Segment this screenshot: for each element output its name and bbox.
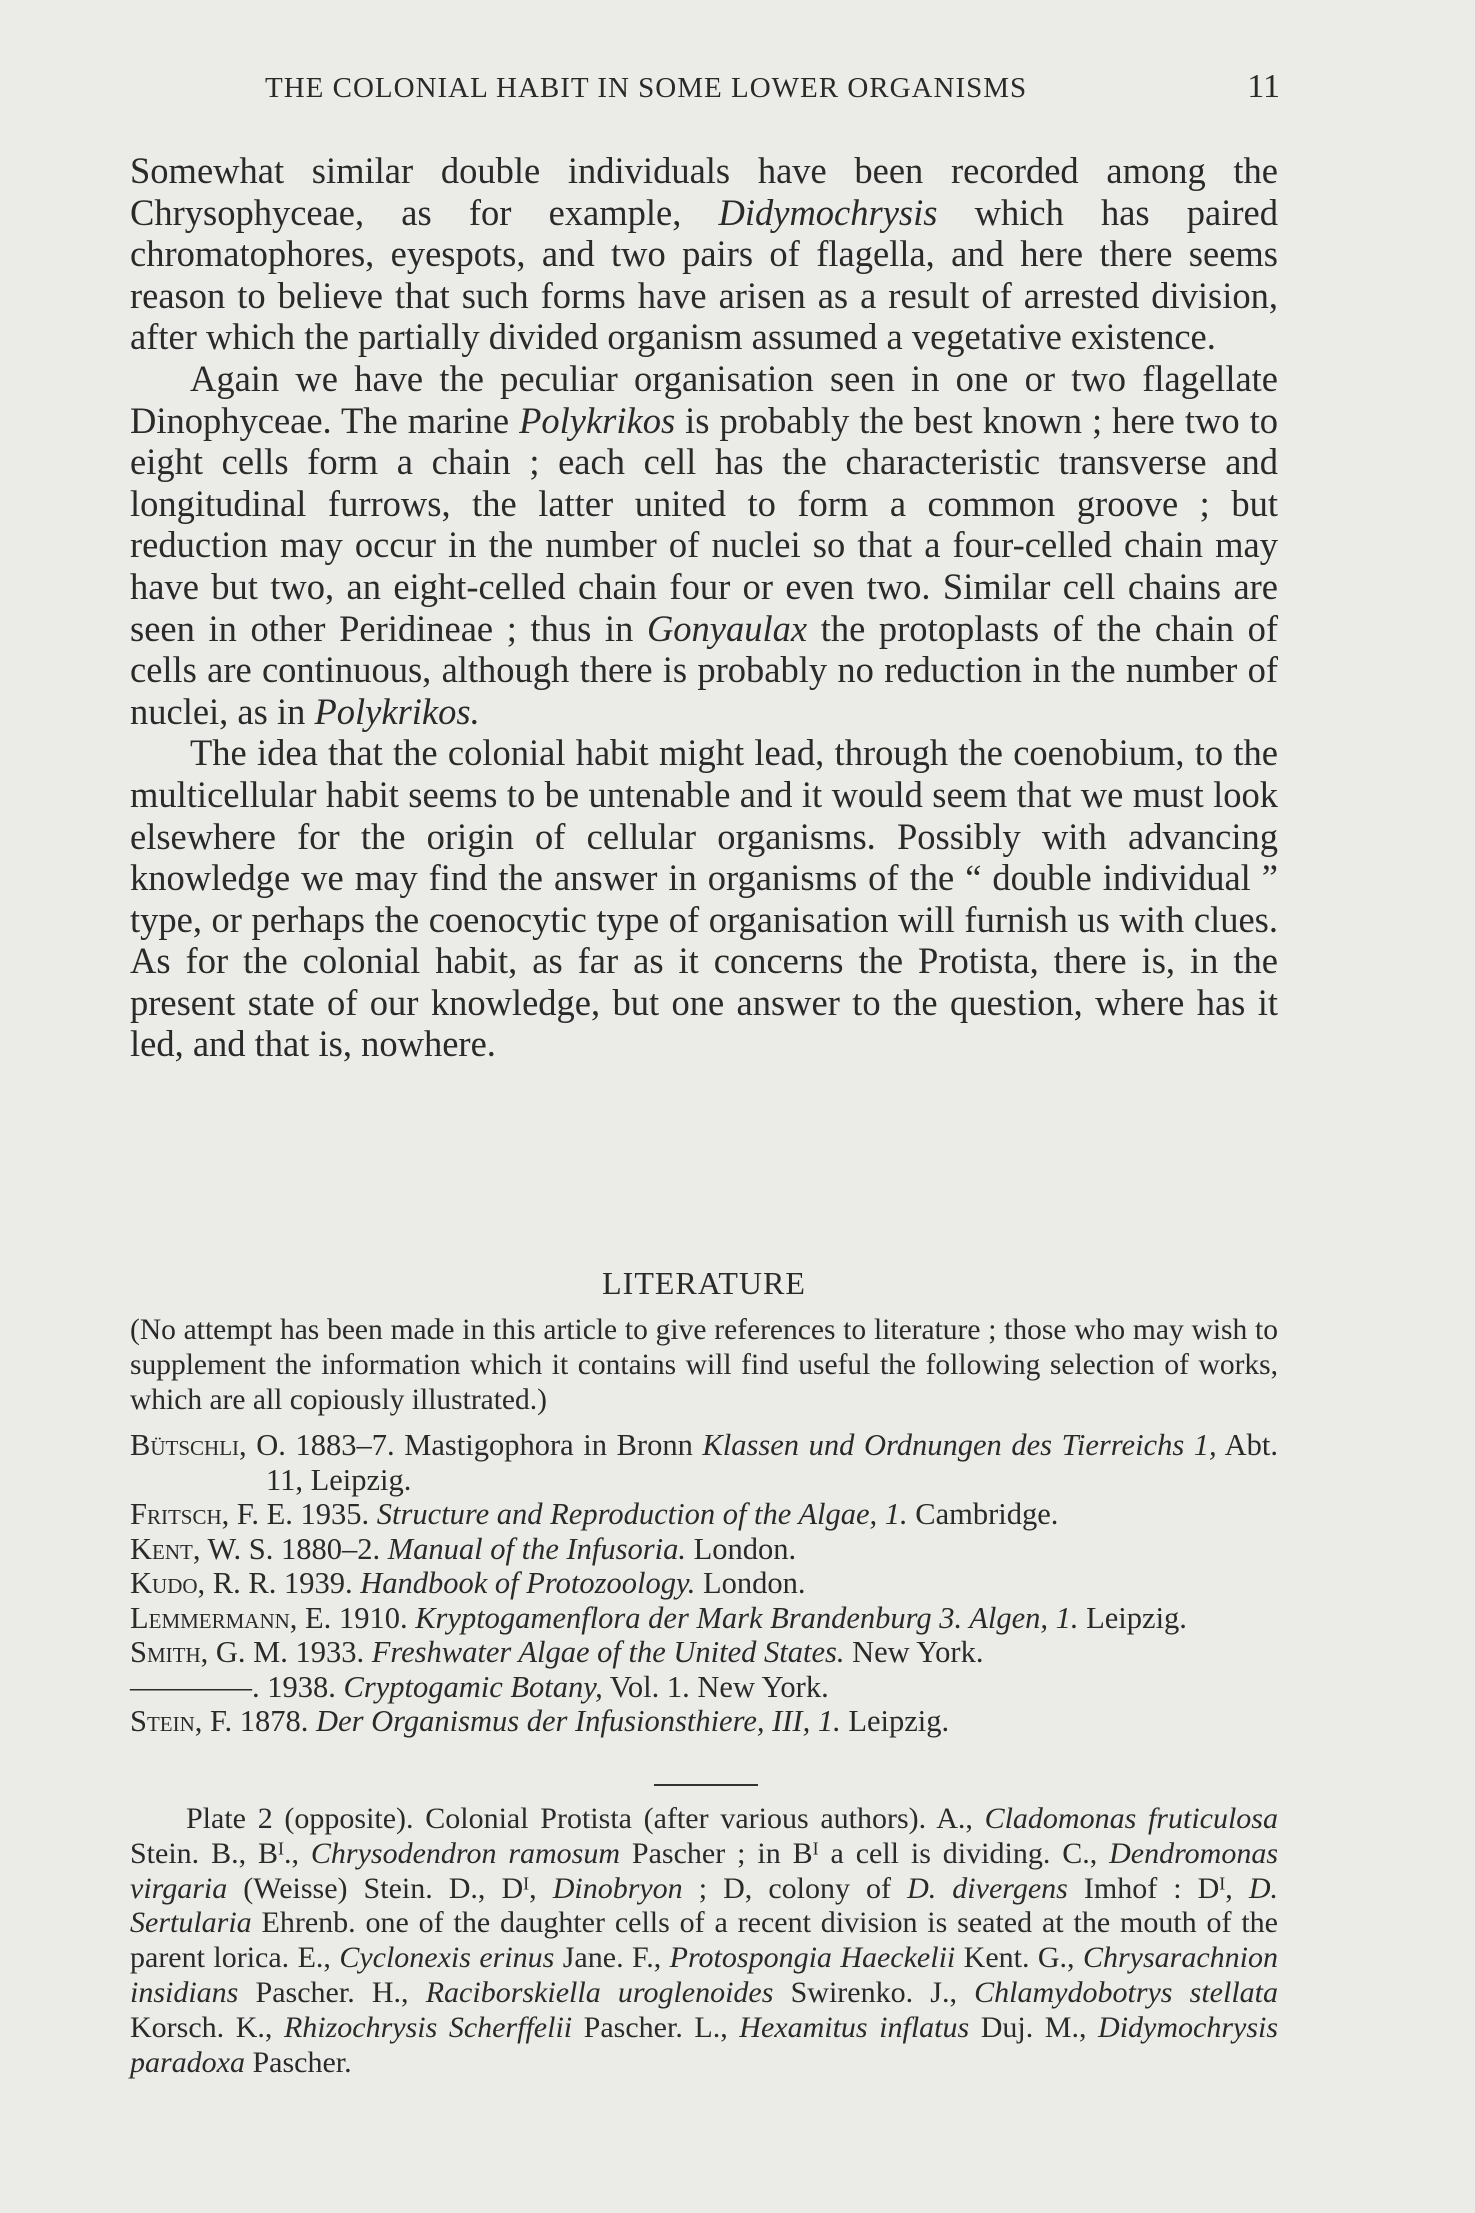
literature-heading: LITERATURE [602, 1265, 806, 1301]
text-run: New York. [844, 1635, 984, 1669]
text-run: is probably the best known ; here two to eight cells form a chain ; each cell has the characteristic transverse and longitudinal furrows, the latter united to form a common groove ; but reduction may occur in the number of nuclei so that a four-celled chain may have but two, an eight-celled chain four or even two. Similar cell chains are seen in other Peridineae ; thus in [130, 399, 1278, 649]
text-run: Kent. G., [955, 1941, 1083, 1975]
paragraph-3: The idea that the colonial habit might lead, through the coenobium, to the multicellular habit seems to be untenable and it would seem that we must look elsewhere for the origin of cellular organisms. Possibly with advancing knowledge we may find the answer in organisms of the “ double individual ” type, or perhaps the coenocytic type of organisation will furnish us with clues. As for the colonial habit, as far as it concerns the Protista, there is, in the present state of our knowledge, but one answer to the question, where has it led, and that is, nowhere. [130, 732, 1278, 1065]
text-run: 1878. [232, 1704, 317, 1738]
text-run: Swirenko. J., [773, 1975, 975, 2009]
text-run: Cambridge. [907, 1497, 1059, 1531]
text-run: London. [685, 1531, 797, 1566]
taxon-name: Protospongia Haeckelii [669, 1941, 956, 1975]
reference-author: ————. [130, 1669, 260, 1704]
reference-item [130, 1704, 1278, 1739]
text-run: Vol. 1. New York. [602, 1669, 829, 1704]
reference-list [130, 1428, 1278, 1739]
text-run: Pascher. [245, 2045, 352, 2079]
text-run: 1933. [287, 1635, 372, 1669]
text-run: Again we have the peculiar organisation seen in one or two flagellate Dinophyceae. The marine [130, 357, 1278, 441]
text-run: the protoplasts of the chain of cells are continuous, although there is probably no reduction in the number of nuclei, as in [130, 607, 1278, 732]
text-run: London. [695, 1566, 806, 1600]
taxon-name: Didymochrysis [718, 191, 938, 233]
taxon-name: Gonyaulax [646, 607, 808, 649]
taxon-name: Cyclonexis erinus [339, 1941, 555, 1975]
reference-author: Kudo, R. R. [130, 1566, 277, 1600]
reference-title: Cryptogamic Botany, [343, 1669, 603, 1704]
text-run: 1935. [292, 1497, 377, 1531]
reference-author: Stein, F. [130, 1704, 233, 1738]
taxon-name: Chrysodendron ramosum [310, 1836, 621, 1870]
text-run: Korsch. K., [130, 2010, 284, 2044]
text-run: 1939. [276, 1566, 361, 1600]
text-run: Stein. B., Bᴵ., [130, 1836, 311, 1870]
text-run: Imhof : Dᴵ, [1067, 1871, 1249, 1905]
text-run: 1883–7. Mastigophora in Bronn [285, 1428, 703, 1462]
text-run: 1880–2. [273, 1531, 388, 1566]
reference-author: Smith, G. M. [130, 1635, 288, 1669]
taxon-name: Chlamydobotrys stellata [974, 1975, 1278, 2009]
text-run: Plate 2 (opposite). Colonial Protista (after various authors). A., [186, 1802, 985, 1835]
reference-item [130, 1497, 1278, 1532]
text-run: which has paired chromatophores, eyespots, and two pairs of flagella, and here there seems reason to believe that such forms have arisen as a result of arrested division, after which the partially divided organism assumed a vegetative existence. [130, 191, 1278, 358]
taxon-name: Raciborskiella uroglenoides [425, 1975, 774, 2009]
reference-author: Fritsch, F. E. [130, 1497, 293, 1531]
reference-item [130, 1635, 1278, 1670]
taxon-name: Dinobryon [552, 1871, 683, 1905]
section-divider [654, 1784, 758, 1786]
taxon-name: Dendromonas virgaria [130, 1836, 1279, 1905]
reference-item [130, 1670, 1278, 1705]
text-run: Pascher. H., [238, 1975, 426, 2009]
reference-title: Klassen und Ordnungen des Tierreichs 1, [702, 1428, 1217, 1462]
text-run: Jane. F., [554, 1941, 670, 1975]
taxon-name: Polykrikos [519, 399, 676, 441]
text-run: Leipzig. [840, 1704, 950, 1738]
running-head [130, 68, 1280, 112]
taxon-name: Didymochrysis paradoxa [130, 2010, 1279, 2079]
body-text [130, 150, 1278, 1065]
text-run: Ehrenb. one of the daughter cells of a recent division is seated at the mouth of the parent lorica. E., [130, 1906, 1278, 1975]
taxon-name: D. divergens [907, 1871, 1068, 1905]
reference-item [130, 1566, 1278, 1601]
taxon-name: D. Sertularia [130, 1871, 1278, 1940]
reference-title: Freshwater Algae of the United States. [371, 1635, 845, 1669]
reference-title: Handbook of Protozoology. [360, 1566, 696, 1600]
taxon-name: Hexamitus inflatus [739, 2010, 970, 2044]
reference-author: Bütschli, O. [130, 1428, 286, 1462]
paragraph-2 [130, 358, 1278, 732]
page-number: 11 [1247, 68, 1280, 105]
text-run: Pascher. L., [572, 2010, 740, 2044]
text-run: 1910. [331, 1600, 416, 1635]
text-run: (Weisse) Stein. D., Dᴵ, [227, 1871, 553, 1905]
reference-item [130, 1532, 1278, 1567]
taxon-name: Chrysarachnion insidians [130, 1941, 1278, 2009]
reference-author: Kent, W. S. [130, 1531, 274, 1566]
text-run: Pascher ; in Bᴵ a cell is dividing. C., [620, 1836, 1110, 1870]
literature-note: (No attempt has been made in this article to give references to literature ; those who may wish to supplement the information which it contains will find useful the following selection of works, which are all copiously illustrated.) [130, 1314, 1278, 1416]
text-run: Leipzig. [1078, 1600, 1187, 1635]
reference-item [130, 1601, 1278, 1636]
plate-caption [130, 1802, 1278, 2080]
taxon-name: Polykrikos. [314, 690, 480, 732]
taxon-name: Rhizochrysis Scherffelii [283, 2010, 573, 2044]
text-run: 1938. [259, 1669, 344, 1704]
text-run: ; D, colony of [682, 1871, 908, 1905]
reference-title: Manual of the Infusoria. [387, 1531, 686, 1566]
reference-title: Der Organismus der Infusionsthiere, III, 1. [316, 1704, 841, 1738]
reference-title: Kryptogamenflora der Mark Brandenburg 3. Algen, 1. [415, 1600, 1079, 1635]
text-run: Somewhat similar double individuals have been recorded among the Chrysophyceae, as for example, [130, 150, 1278, 233]
reference-item [130, 1428, 1278, 1497]
taxon-name: Cladomonas fruticulosa [984, 1802, 1278, 1835]
paragraph-1 [130, 150, 1278, 358]
text-run: Abt. 11, Leipzig. [266, 1428, 1278, 1497]
reference-title: Structure and Reproduction of the Algae, 1. [376, 1497, 908, 1531]
running-title: THE COLONIAL HABIT IN SOME LOWER ORGANISMS [265, 72, 1028, 104]
reference-author: Lemmermann, E. [130, 1600, 332, 1635]
text-run: Duj. M., [969, 2010, 1099, 2044]
